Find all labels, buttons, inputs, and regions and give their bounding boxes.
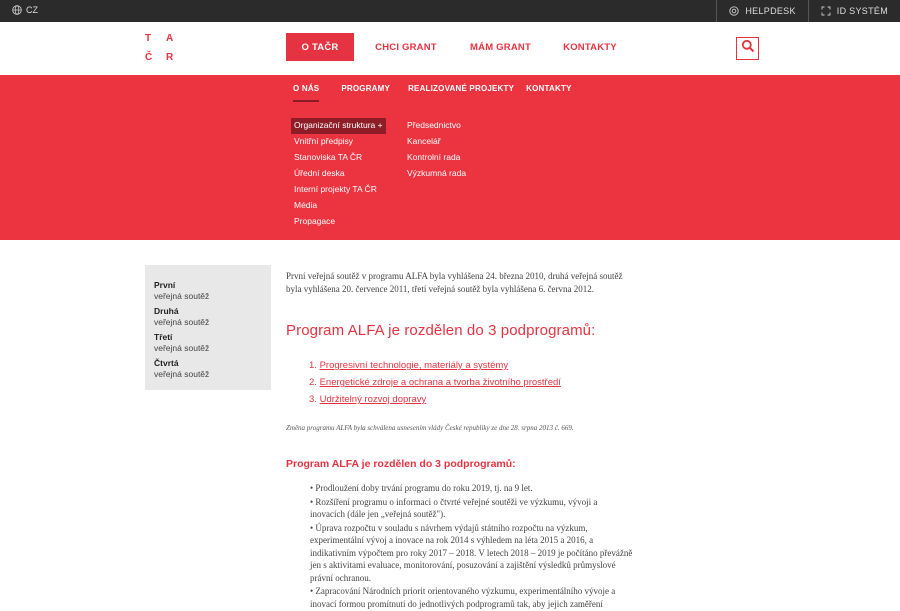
menu-item-organizacni-struktura[interactable]: Organizační struktura +	[291, 118, 386, 134]
nav-mam-grant[interactable]: MÁM GRANT	[470, 41, 531, 53]
sidebar-item-subtitle: veřejná soutěž	[154, 342, 210, 353]
sidebar-item-title: Třetí	[154, 332, 173, 342]
nav-kontakty[interactable]: KONTAKTY	[563, 41, 617, 53]
subprogram-link[interactable]: Progresivní technologie, materiály a systémy	[319, 360, 509, 371]
menu-item-uredni-deska[interactable]: Úřední deska	[294, 168, 345, 178]
sidebar-item-ctvrta[interactable]	[154, 358, 271, 379]
change-note: Změna programu ALFA byla schválena usnesením vlády České republiky ze dne 28. srpna 2013 č. 669.	[286, 424, 574, 432]
sidebar-item-subtitle: veřejná soutěž	[154, 316, 210, 327]
sidebar-item-title: Čtvrtá	[154, 358, 179, 368]
lifebuoy-icon	[729, 6, 739, 16]
sidebar	[145, 265, 271, 390]
sidebar-item-treti[interactable]	[154, 332, 271, 353]
sidebar-item-druha[interactable]	[154, 306, 271, 327]
sidebar-item-subtitle: veřejná soutěž	[154, 290, 210, 301]
list-item: • Úprava rozpočtu v souladu s návrhem výdajů státního rozpočtu na výzkum, experimentální vývoj a inovace na rok 2014 s výhledem na léta 2015 a 2016, a indikativním výpočtem pro roky 2017 – 2018. V letech 2018 – 2019 je počítáno převážně jen s aktivitami evaluace, monitorování, posuzování a zajištění výsledků průmyslové právní ochranou.	[310, 522, 633, 583]
subprogram-link[interactable]: Energetické zdroje a ochrana a tvorba životního prostředí	[319, 377, 561, 388]
page-heading: Program ALFA je rozdělen do 3 podprogramů:	[286, 322, 596, 339]
menu-item-media[interactable]: Média	[294, 200, 318, 210]
menu-item-propagace[interactable]: Propagace	[294, 216, 336, 226]
menu-column-2	[404, 118, 469, 182]
language-label: CZ	[26, 5, 38, 15]
nav-o-tacr[interactable]: O TAČR	[286, 33, 354, 61]
sidebar-item-title: Druhá	[154, 306, 179, 316]
list-number: 2.	[309, 377, 317, 388]
bullet-list	[310, 482, 634, 611]
list-item: • Zapracování Národních priorit orientovaného výzkumu, experimentálního vývoje a inovací formou promítnutí do jednotlivých podprogramů tak, aby jejich zaměření	[310, 586, 616, 609]
menu-item-vnitrni-predpisy[interactable]: Vnitřní předpisy	[294, 136, 354, 146]
id-system-label: ID SYSTÉM	[836, 6, 888, 16]
subprogram-list	[309, 359, 561, 410]
subnav-kontakty[interactable]: KONTAKTY	[526, 84, 572, 93]
list-number: 1.	[309, 360, 317, 371]
menu-item-vyzkumna-rada[interactable]: Výzkumná rada	[407, 168, 467, 178]
list-item[interactable]	[309, 393, 561, 410]
list-item[interactable]	[309, 376, 561, 393]
menu-column-1	[291, 118, 386, 230]
helpdesk-link[interactable]	[716, 0, 807, 22]
subnav-programy[interactable]: PROGRAMY	[341, 84, 391, 93]
intro-paragraph: První veřejná soutěž v programu ALFA byla vyhlášena 24. března 2010, druhá veřejná soutěž byla vyhlášena 20. července 2011, třetí veřejná soutěž byla vyhlášena 6. června 2012.	[286, 271, 623, 294]
menu-item-predsednictvo[interactable]: Předsednictvo	[407, 120, 461, 130]
logo-letter: A	[166, 33, 174, 44]
language-switch[interactable]	[12, 5, 38, 15]
subprogram-link[interactable]: Udržitelný rozvoj dopravy	[319, 394, 427, 405]
subnav-realizovane-projekty[interactable]: REALIZOVANÉ PROJEKTY	[408, 84, 515, 93]
list-number: 3.	[309, 394, 317, 405]
main-navigation	[286, 33, 637, 61]
logo-letter: R	[166, 52, 174, 63]
subnav-o-nas[interactable]: O NÁS	[293, 84, 319, 102]
sidebar-item-title: První	[154, 280, 176, 290]
logo-letter: T	[145, 33, 152, 44]
search-button[interactable]	[736, 37, 759, 60]
sidebar-item-subtitle: veřejná soutěž	[154, 368, 210, 379]
list-item: • Rozšíření programu o informaci o čtvrté veřejné soutěži ve výzkumu, vývoji a inovacích (dále jen „veřejná soutěž").	[310, 496, 598, 519]
list-item[interactable]	[309, 359, 561, 376]
menu-item-kancelar[interactable]: Kancelář	[407, 136, 441, 146]
top-bar	[0, 0, 900, 22]
mega-menu	[0, 75, 900, 240]
logo-letter: Č	[145, 52, 153, 63]
menu-item-interni-projekty[interactable]: Interní projekty TA ČR	[294, 184, 377, 194]
menu-item-stanoviska[interactable]: Stanoviska TA ČR	[294, 152, 363, 162]
list-item: • Prodloužení doby trvání programu do roku 2019, tj. na 9 let.	[310, 483, 533, 493]
sidebar-item-prvni[interactable]	[154, 280, 271, 301]
globe-icon	[12, 5, 22, 15]
menu-item-kontrolni-rada[interactable]: Kontrolní rada	[407, 152, 461, 162]
site-header	[0, 22, 900, 75]
tacr-logo[interactable]	[145, 33, 179, 65]
id-system-link[interactable]	[808, 0, 900, 22]
helpdesk-label: HELPDESK	[745, 6, 796, 16]
main-content	[286, 270, 633, 609]
section-heading: Program ALFA je rozdělen do 3 podprogramů:	[286, 458, 516, 470]
nav-chci-grant[interactable]: CHCI GRANT	[375, 41, 437, 53]
search-icon	[741, 39, 755, 58]
sub-navigation	[293, 84, 572, 102]
fullscreen-icon	[821, 6, 831, 16]
